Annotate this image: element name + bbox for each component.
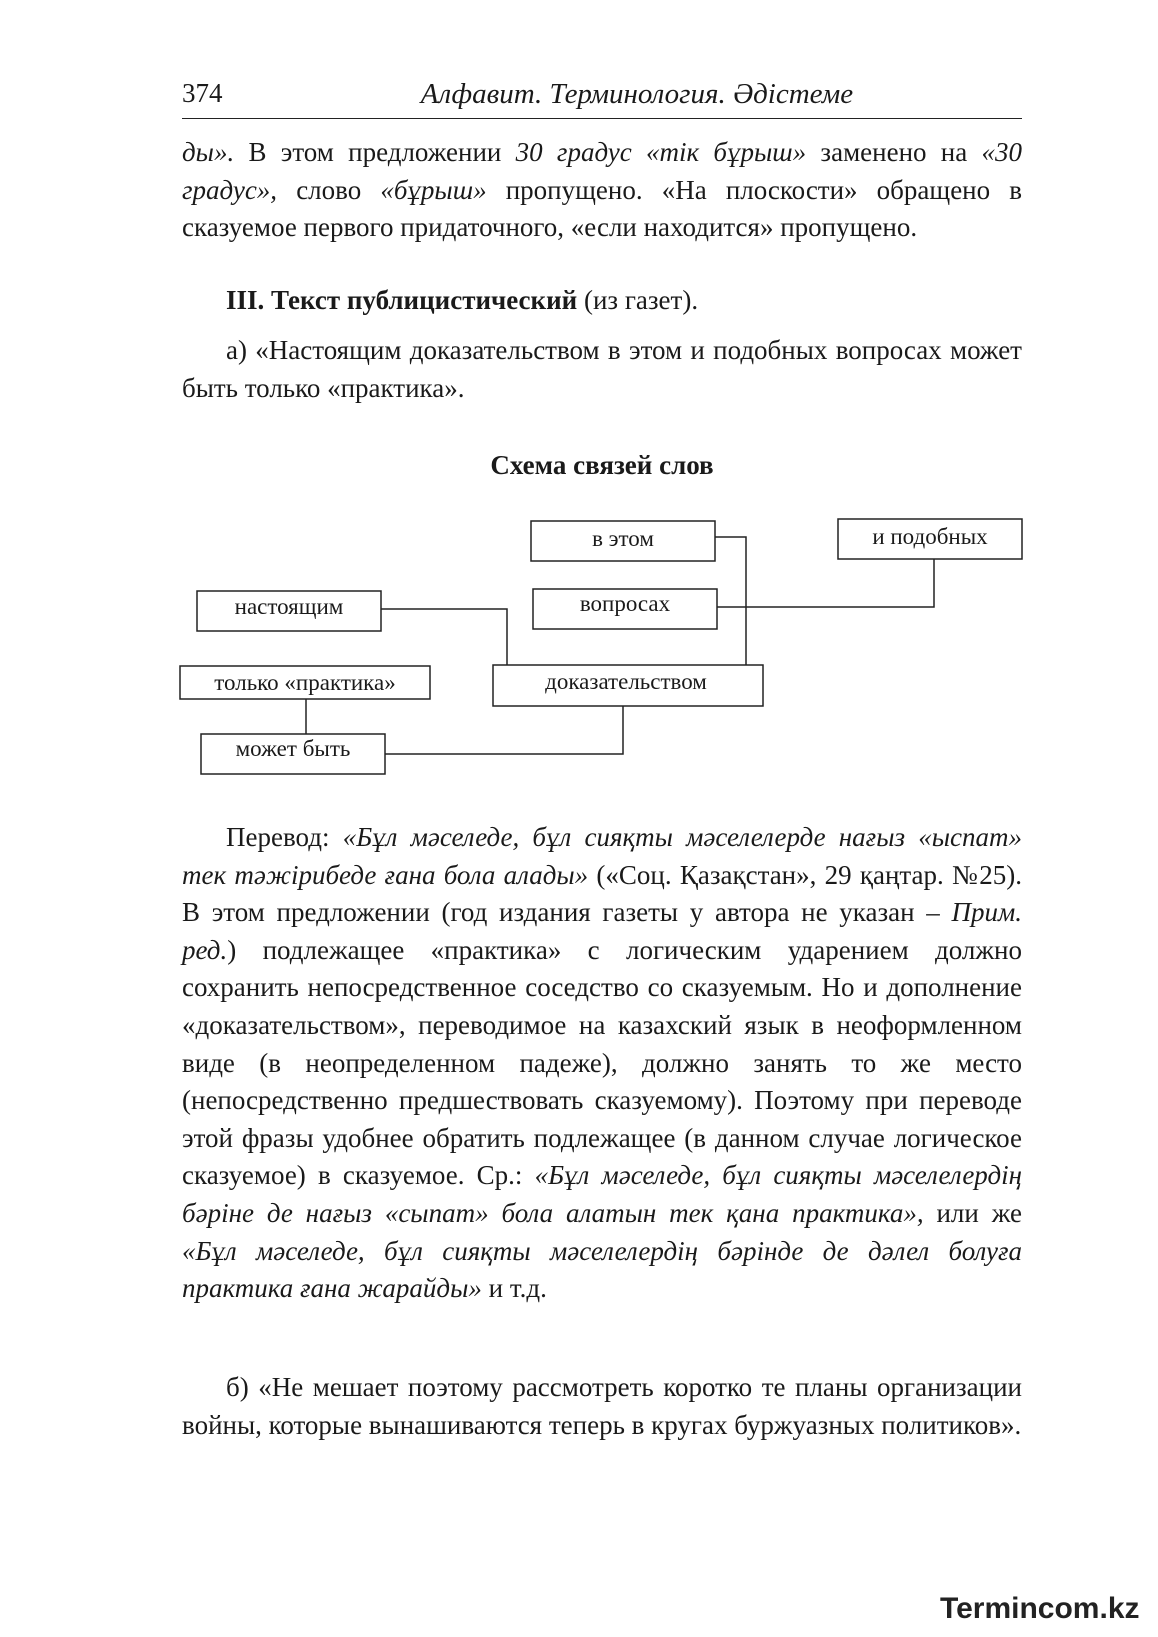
- text-run: В этом предложении: [234, 137, 516, 167]
- link-nastoyashchim-dokazatelstvom: [381, 609, 507, 665]
- text-run: или же: [923, 1197, 1023, 1228]
- section-heading-rest: (из газет).: [577, 285, 699, 315]
- text-run: («Соц. Қазақстан», 29 қаңтар. №25). В этом предложении (год издания газеты у автора не указан –: [182, 859, 1023, 928]
- text-run: и т.д.: [481, 1273, 547, 1304]
- text-run: пропущено. «На плоскости» обращено в сказуемое первого придаточного, «если находится» пропущено.: [182, 174, 1022, 243]
- running-title: Алфавит. Терминология. Әдістеме: [420, 78, 854, 110]
- text-italic: «бұрыш»: [380, 174, 487, 205]
- text-italic: «Бұл мәселеде, бұл сияқты мәселелердің бәрінде де дәлел болуға практика ғана жарайды»: [182, 1235, 1022, 1304]
- node-tolko-praktika: только «практика»: [214, 670, 396, 695]
- text-run: заменено на: [806, 137, 982, 167]
- text-run: ) подлежащее «практика» с логическим ударением должно сохранить непосредственное соседство со сказуемым. Но и дополнение «доказательством», переводимое на казахский язык в неоформленном виде (в неопределенном падеже), должно занять то же место (непосредственно предшествовать сказуемому). Поэтому при переводе этой фразы удобнее обратить подлежащее (в данном случае логическое сказуемое) в сказуемое. Ср.:: [182, 934, 1022, 1191]
- paragraph-a: а) «Настоящим доказательством в этом и подобных вопросах может быть только «практика».: [182, 335, 1022, 403]
- text-italic: 30 градус «тік бұрыш»: [515, 137, 807, 167]
- page-number: 374: [182, 78, 223, 108]
- paragraph-b: б) «Не мешает поэтому рассмотреть коротко те планы организации войны, которые вынашиваются теперь в кругах буржуазных политиков».: [182, 1372, 1022, 1440]
- watermark-logo: Termincom.kz: [940, 1592, 1140, 1625]
- link-i-podobnyh-voprosah: [717, 559, 934, 607]
- text-italic: «Бұл мәселеде, бұл сияқты мәселелердің бәріне де нағыз «сыпат» бола алатын тек қана практика»,: [182, 1160, 1022, 1228]
- section-heading-bold: III. Текст публицистический: [226, 285, 578, 315]
- link-v-etom-dokazatelstvom: [715, 537, 746, 665]
- node-v-etom: в этом: [592, 526, 654, 551]
- node-i-podobnyh: и подобных: [872, 524, 988, 549]
- paragraph-translation: [182, 819, 1022, 1308]
- text-run: слово: [277, 174, 381, 205]
- text-italic: Прим. ред.: [182, 897, 1022, 965]
- node-mozhet-byt: может быть: [235, 736, 351, 761]
- node-dokazatelstvom: доказательством: [545, 669, 707, 694]
- node-nastoyashchim: настоящим: [234, 594, 344, 619]
- text-italic: ды».: [182, 137, 235, 167]
- scheme-title: Схема связей слов: [490, 450, 714, 480]
- text-run: Перевод:: [226, 822, 343, 852]
- text-italic: «30 градус»,: [182, 137, 1023, 205]
- node-voprosah: вопросах: [579, 591, 671, 616]
- link-mozhet-byt-dokazatelstvom: [385, 706, 623, 754]
- text-italic: «Бұл мәселеде, бұл сияқты мәселелерде нағыз «ыспат» тек тәжірибеде ғана бола алады»: [182, 822, 1022, 890]
